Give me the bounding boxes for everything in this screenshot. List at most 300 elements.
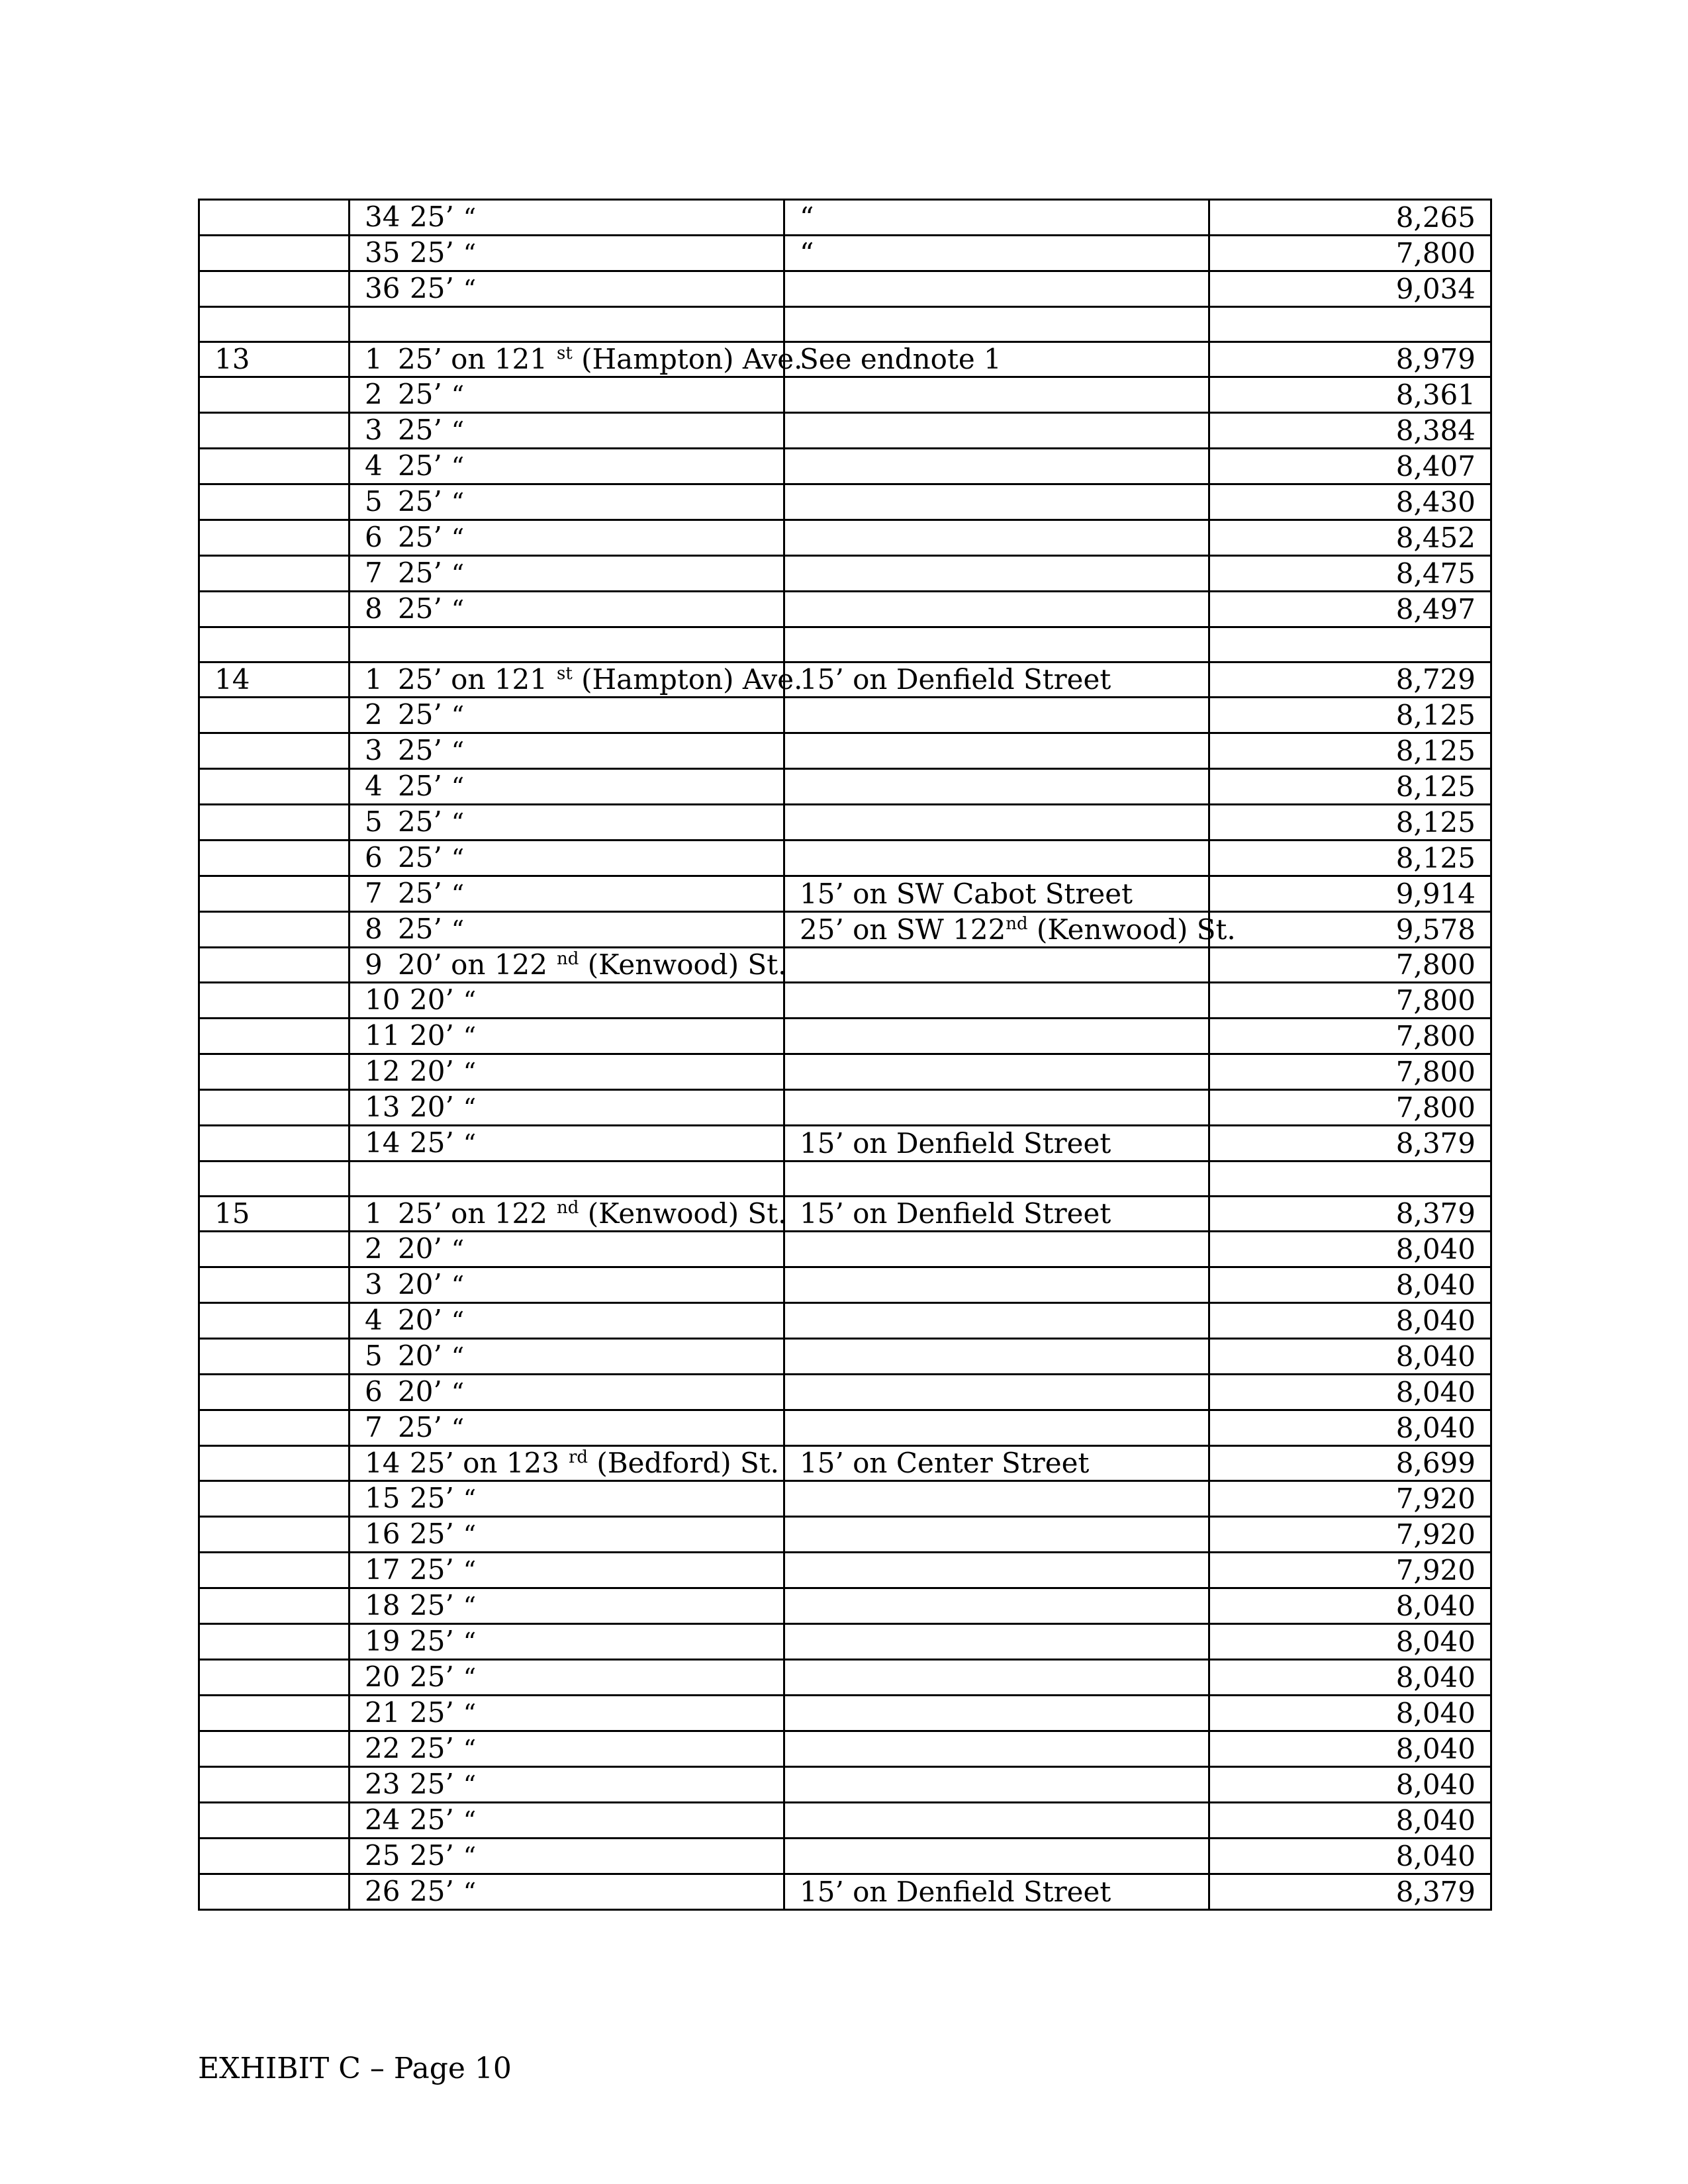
table-row (199, 449, 1491, 484)
ditto-mark: “ (451, 1378, 465, 1407)
block-cell (199, 1624, 350, 1660)
block-cell (199, 236, 350, 271)
note-cell (784, 698, 1209, 733)
empty-cell (1209, 307, 1491, 342)
lot-cell (350, 1232, 784, 1267)
street-ordinal-suffix: nd (557, 949, 579, 969)
ditto-mark: “ (463, 1058, 477, 1087)
lot-number: 1 (365, 663, 383, 696)
note-cell (784, 449, 1209, 484)
lot-number: 1 (365, 1197, 383, 1230)
area-cell: 8,040 (1209, 1410, 1491, 1446)
ditto-mark: “ (451, 559, 465, 588)
ditto-mark: “ (463, 1556, 477, 1585)
block-cell (199, 1232, 350, 1267)
lot-frontage: 25’ (410, 1625, 454, 1657)
lot-number: 8 (365, 592, 383, 625)
lot-number: 22 (365, 1732, 400, 1764)
note-cell (784, 1019, 1209, 1054)
lot-frontage: 25’ (398, 557, 442, 589)
note-cell (784, 1660, 1209, 1696)
area-cell: 8,125 (1209, 841, 1491, 876)
lot-cell (350, 698, 784, 733)
lot-number: 5 (365, 805, 383, 838)
block-cell (199, 1481, 350, 1517)
block-cell (199, 948, 350, 983)
block-cell (199, 1517, 350, 1553)
note-cell (784, 271, 1209, 307)
empty-cell (199, 1161, 350, 1197)
lot-number: 36 (365, 272, 400, 304)
area-cell: 8,699 (1209, 1446, 1491, 1481)
empty-cell (350, 307, 784, 342)
note-cell (784, 1446, 1209, 1481)
table-row (199, 1054, 1491, 1090)
lot-frontage: 20’ on 122 (398, 948, 547, 981)
table-row (199, 698, 1491, 733)
lot-number: 3 (365, 734, 383, 766)
table-row (199, 520, 1491, 556)
lot-frontage: 20’ (410, 983, 454, 1016)
area-cell: 7,800 (1209, 1090, 1491, 1126)
note-cell (784, 733, 1209, 769)
lot-frontage: 25’ (410, 1589, 454, 1621)
area-cell: 7,800 (1209, 1019, 1491, 1054)
lot-cell (350, 1588, 784, 1624)
note-cell (784, 200, 1209, 236)
lot-number: 19 (365, 1625, 400, 1657)
ditto-mark: “ (451, 772, 465, 801)
table-row (199, 733, 1491, 769)
lot-cell (350, 271, 784, 307)
lot-frontage: 25’ (398, 414, 442, 446)
block-cell: 14 (199, 662, 350, 698)
lot-cell (350, 1481, 784, 1517)
area-cell: 8,430 (1209, 484, 1491, 520)
ditto-mark: “ (463, 239, 477, 268)
note-text: 15’ on SW Cabot Street (800, 877, 1133, 910)
lot-number: 14 (365, 1126, 400, 1159)
lot-number: 20 (365, 1661, 400, 1693)
ditto-mark: “ (451, 701, 465, 730)
note-cell (784, 1874, 1209, 1910)
lot-number: 7 (365, 877, 383, 909)
lot-number: 15 (365, 1482, 400, 1514)
table-row (199, 1660, 1491, 1696)
note-cell (784, 1481, 1209, 1517)
lot-frontage: 25’ (398, 734, 442, 766)
table-row (199, 841, 1491, 876)
note-street-name: (Kenwood) St. (1027, 913, 1236, 946)
lot-number: 10 (365, 983, 400, 1016)
area-cell: 8,475 (1209, 556, 1491, 592)
ditto-mark: “ (463, 986, 477, 1015)
lot-number: 6 (365, 1375, 383, 1408)
lot-table (198, 199, 1492, 1911)
area-cell: 7,920 (1209, 1517, 1491, 1553)
lot-cell (350, 1624, 784, 1660)
block-cell (199, 413, 350, 449)
block-cell (199, 698, 350, 733)
lot-number: 1 (365, 343, 383, 375)
ditto-mark: “ (463, 1484, 477, 1514)
note-cell (784, 484, 1209, 520)
lot-frontage: 25’ on 122 (398, 1197, 547, 1230)
table-row (199, 662, 1491, 698)
block-cell (199, 1588, 350, 1624)
note-cell (784, 1553, 1209, 1588)
lot-cell (350, 342, 803, 377)
ditto-mark: “ (451, 880, 465, 909)
note-cell (784, 556, 1209, 592)
lot-number: 25 (365, 1839, 400, 1872)
ditto-mark: “ (463, 1699, 477, 1728)
lot-cell (350, 1090, 784, 1126)
note-ordinal-suffix: nd (1006, 913, 1028, 934)
note-cell (784, 1054, 1209, 1090)
area-cell: 7,800 (1209, 236, 1491, 271)
lot-number: 16 (365, 1518, 400, 1550)
lot-frontage: 20’ (398, 1232, 442, 1265)
lot-number: 4 (365, 1304, 383, 1336)
area-cell: 8,407 (1209, 449, 1491, 484)
lot-cell (350, 1874, 784, 1910)
lot-cell (350, 1517, 784, 1553)
note-cell (784, 1624, 1209, 1660)
empty-cell (350, 627, 784, 662)
lot-frontage: 20’ (398, 1375, 442, 1408)
street-name: (Kenwood) St. (579, 1197, 787, 1230)
lot-cell (350, 912, 784, 948)
spacer-row (199, 1161, 1491, 1197)
area-cell: 8,729 (1209, 662, 1491, 698)
note-cell (784, 592, 1209, 627)
block-cell (199, 1019, 350, 1054)
lot-frontage: 25’ (410, 1803, 454, 1836)
ditto-mark: “ (451, 1306, 465, 1336)
street-ordinal-suffix: st (557, 343, 573, 363)
block-cell (199, 1054, 350, 1090)
lot-frontage: 20’ (410, 1019, 454, 1052)
block-cell (199, 805, 350, 841)
note-cell (784, 1767, 1209, 1803)
spacer-row (199, 307, 1491, 342)
lot-cell (350, 1054, 784, 1090)
note-cell (784, 1696, 1209, 1731)
area-cell: 8,040 (1209, 1696, 1491, 1731)
ditto-mark: “ (463, 1806, 477, 1835)
lot-frontage: 25’ (398, 877, 442, 909)
area-cell: 9,034 (1209, 271, 1491, 307)
ditto-mark: “ (451, 381, 465, 410)
lot-cell (350, 1303, 784, 1339)
lot-cell (350, 520, 784, 556)
lot-cell (350, 948, 787, 983)
note-cell (784, 1197, 1209, 1232)
block-cell (199, 733, 350, 769)
lot-cell (350, 1660, 784, 1696)
block-cell (199, 1375, 350, 1410)
block-cell: 15 (199, 1197, 350, 1232)
ditto-mark: “ (451, 1235, 465, 1264)
lot-cell (350, 484, 784, 520)
table-row (199, 271, 1491, 307)
empty-cell (1209, 627, 1491, 662)
block-cell (199, 1339, 350, 1375)
table-row (199, 556, 1491, 592)
lot-cell (350, 1446, 784, 1481)
area-cell: 8,979 (1209, 342, 1491, 377)
lot-frontage: 20’ (398, 1340, 442, 1372)
ditto-mark: “ (451, 452, 465, 481)
block-cell (199, 1839, 350, 1874)
lot-frontage: 25’ (398, 698, 442, 731)
note-cell (784, 1517, 1209, 1553)
ditto-mark: “ (451, 488, 465, 517)
table-row (199, 592, 1491, 627)
block-cell (199, 841, 350, 876)
lot-number: 9 (365, 948, 383, 981)
note-cell (784, 377, 1209, 413)
street-name: (Kenwood) St. (579, 948, 787, 981)
lot-frontage: 25’ (410, 1875, 454, 1907)
ditto-mark: “ (451, 1342, 465, 1371)
area-cell: 8,265 (1209, 200, 1491, 236)
ditto-mark: “ (463, 1129, 477, 1158)
block-cell (199, 769, 350, 805)
note-cell (784, 841, 1209, 876)
note-cell (784, 1232, 1209, 1267)
block-cell (199, 200, 350, 236)
note-cell (784, 413, 1209, 449)
table-row (199, 769, 1491, 805)
empty-cell (199, 307, 350, 342)
ditto-mark: “ (451, 595, 465, 624)
area-cell: 8,040 (1209, 1267, 1491, 1303)
area-cell: 8,379 (1209, 1126, 1491, 1161)
area-cell: 7,800 (1209, 948, 1491, 983)
street-name: (Bedford) St. (588, 1447, 779, 1479)
note-cell (784, 342, 1209, 377)
lot-frontage: 20’ (398, 1268, 442, 1300)
lot-frontage: 25’ (410, 236, 454, 269)
note-cell (784, 1803, 1209, 1839)
lot-cell (350, 841, 784, 876)
table-row (199, 377, 1491, 413)
table-row (199, 1588, 1491, 1624)
ditto-mark: “ (451, 737, 465, 766)
block-cell (199, 983, 350, 1019)
lot-frontage: 20’ (410, 1055, 454, 1087)
ditto-mark: “ (463, 275, 477, 304)
block-cell (199, 1126, 350, 1161)
lot-frontage: 25’ (398, 913, 442, 945)
ditto-mark: “ (451, 844, 465, 873)
note-cell (784, 948, 1209, 983)
note-cell (784, 1839, 1209, 1874)
lot-cell (350, 1410, 784, 1446)
table-row (199, 1803, 1491, 1839)
note-text: 15’ on Center Street (800, 1447, 1090, 1479)
area-cell: 8,040 (1209, 1731, 1491, 1767)
lot-frontage: 25’ (410, 1482, 454, 1514)
lot-table-body (199, 200, 1491, 1910)
lot-frontage: 25’ (410, 1768, 454, 1800)
area-cell: 9,914 (1209, 876, 1491, 912)
lot-cell (350, 592, 784, 627)
lot-frontage: 25’ (398, 378, 442, 410)
area-cell: 8,125 (1209, 805, 1491, 841)
lot-cell (350, 876, 784, 912)
table-row (199, 1839, 1491, 1874)
area-cell: 7,920 (1209, 1553, 1491, 1588)
block-cell (199, 520, 350, 556)
note-cell (784, 236, 1209, 271)
table-row (199, 1197, 1491, 1232)
area-cell: 8,379 (1209, 1874, 1491, 1910)
empty-cell (784, 307, 1209, 342)
lot-number: 35 (365, 236, 400, 269)
ditto-mark: “ (451, 1271, 465, 1300)
area-cell: 7,800 (1209, 983, 1491, 1019)
street-ordinal-suffix: rd (569, 1447, 588, 1467)
note-cell (784, 1090, 1209, 1126)
lot-cell (350, 1375, 784, 1410)
block-cell (199, 449, 350, 484)
note-text: See endnote 1 (800, 343, 1002, 375)
ditto-mark: “ (463, 1770, 477, 1799)
ditto-mark: “ (463, 203, 477, 232)
table-row (199, 1553, 1491, 1588)
table-row (199, 1303, 1491, 1339)
block-cell (199, 377, 350, 413)
ditto-mark: “ (451, 915, 465, 944)
ditto-mark: “ (451, 416, 465, 445)
lot-frontage: 25’ (410, 1518, 454, 1550)
empty-cell (784, 627, 1209, 662)
area-cell: 8,040 (1209, 1303, 1491, 1339)
lot-cell (350, 1197, 787, 1232)
lot-number: 8 (365, 913, 383, 945)
table-row (199, 1517, 1491, 1553)
lot-frontage: 25’ (398, 805, 442, 838)
lot-number: 3 (365, 414, 383, 446)
area-cell: 8,361 (1209, 377, 1491, 413)
ditto-mark: “ (463, 1520, 477, 1549)
empty-cell (199, 627, 350, 662)
table-row (199, 805, 1491, 841)
block-cell (199, 1553, 350, 1588)
lot-cell (350, 805, 784, 841)
note-cell (784, 520, 1209, 556)
lot-number: 3 (365, 1268, 383, 1300)
ditto-mark: “ (451, 808, 465, 837)
lot-cell (350, 1553, 784, 1588)
block-cell (199, 1731, 350, 1767)
lot-frontage: 25’ on 123 (410, 1447, 559, 1479)
lot-frontage: 25’ (410, 272, 454, 304)
note-text: 15’ on Denfield Street (800, 1197, 1111, 1230)
table-row (199, 1696, 1491, 1731)
lot-number: 2 (365, 698, 383, 731)
table-row (199, 200, 1491, 236)
lot-frontage: 25’ (410, 1732, 454, 1764)
lot-number: 24 (365, 1803, 400, 1836)
note-text: “ (800, 201, 814, 234)
table-row (199, 1874, 1491, 1910)
lot-cell (350, 769, 784, 805)
note-text: 15’ on Denfield Street (800, 1126, 1111, 1160)
table-row (199, 1731, 1491, 1767)
block-cell (199, 484, 350, 520)
lot-frontage: 25’ (410, 1839, 454, 1872)
lot-cell (350, 983, 784, 1019)
lot-number: 6 (365, 841, 383, 874)
lot-number: 14 (365, 1447, 400, 1479)
lot-number: 26 (365, 1875, 400, 1907)
lot-number: 2 (365, 1232, 383, 1265)
lot-number: 17 (365, 1553, 400, 1586)
lot-number: 7 (365, 1411, 383, 1443)
lot-number: 7 (365, 557, 383, 589)
area-cell: 8,040 (1209, 1660, 1491, 1696)
empty-cell (350, 1161, 784, 1197)
lot-frontage: 25’ (398, 485, 442, 518)
lot-number: 5 (365, 485, 383, 518)
lot-number: 23 (365, 1768, 400, 1800)
block-cell (199, 1660, 350, 1696)
table-row (199, 1375, 1491, 1410)
lot-frontage: 25’ (410, 1126, 454, 1159)
lot-frontage: 25’ (410, 1661, 454, 1693)
area-cell: 8,040 (1209, 1839, 1491, 1874)
area-cell: 8,040 (1209, 1624, 1491, 1660)
note-text: “ (800, 236, 814, 269)
area-cell: 8,040 (1209, 1232, 1491, 1267)
area-cell: 8,497 (1209, 592, 1491, 627)
street-name: (Hampton) Ave. (572, 343, 803, 375)
ditto-mark: “ (463, 1878, 477, 1907)
ditto-mark: “ (463, 1735, 477, 1764)
lot-cell (350, 1696, 784, 1731)
lot-number: 12 (365, 1055, 400, 1087)
lot-cell (350, 236, 784, 271)
lot-frontage: 25’ (398, 841, 442, 874)
lot-cell (350, 733, 784, 769)
block-cell: 13 (199, 342, 350, 377)
block-cell (199, 556, 350, 592)
lot-cell (350, 1126, 784, 1161)
block-cell (199, 1410, 350, 1446)
table-row (199, 484, 1491, 520)
block-cell (199, 1767, 350, 1803)
table-row (199, 342, 1491, 377)
ditto-mark: “ (463, 1592, 477, 1621)
lot-cell (350, 1267, 784, 1303)
note-cell (784, 1588, 1209, 1624)
lot-cell (350, 377, 784, 413)
block-cell (199, 1303, 350, 1339)
area-cell: 8,040 (1209, 1767, 1491, 1803)
note-text: 25’ on SW 122 (800, 913, 1006, 946)
lot-cell (350, 1019, 784, 1054)
table-row (199, 1267, 1491, 1303)
table-row (199, 1481, 1491, 1517)
lot-frontage: 25’ on 121 (398, 663, 547, 696)
ditto-mark: “ (463, 1022, 477, 1051)
block-cell (199, 592, 350, 627)
lot-frontage: 25’ (398, 1411, 442, 1443)
